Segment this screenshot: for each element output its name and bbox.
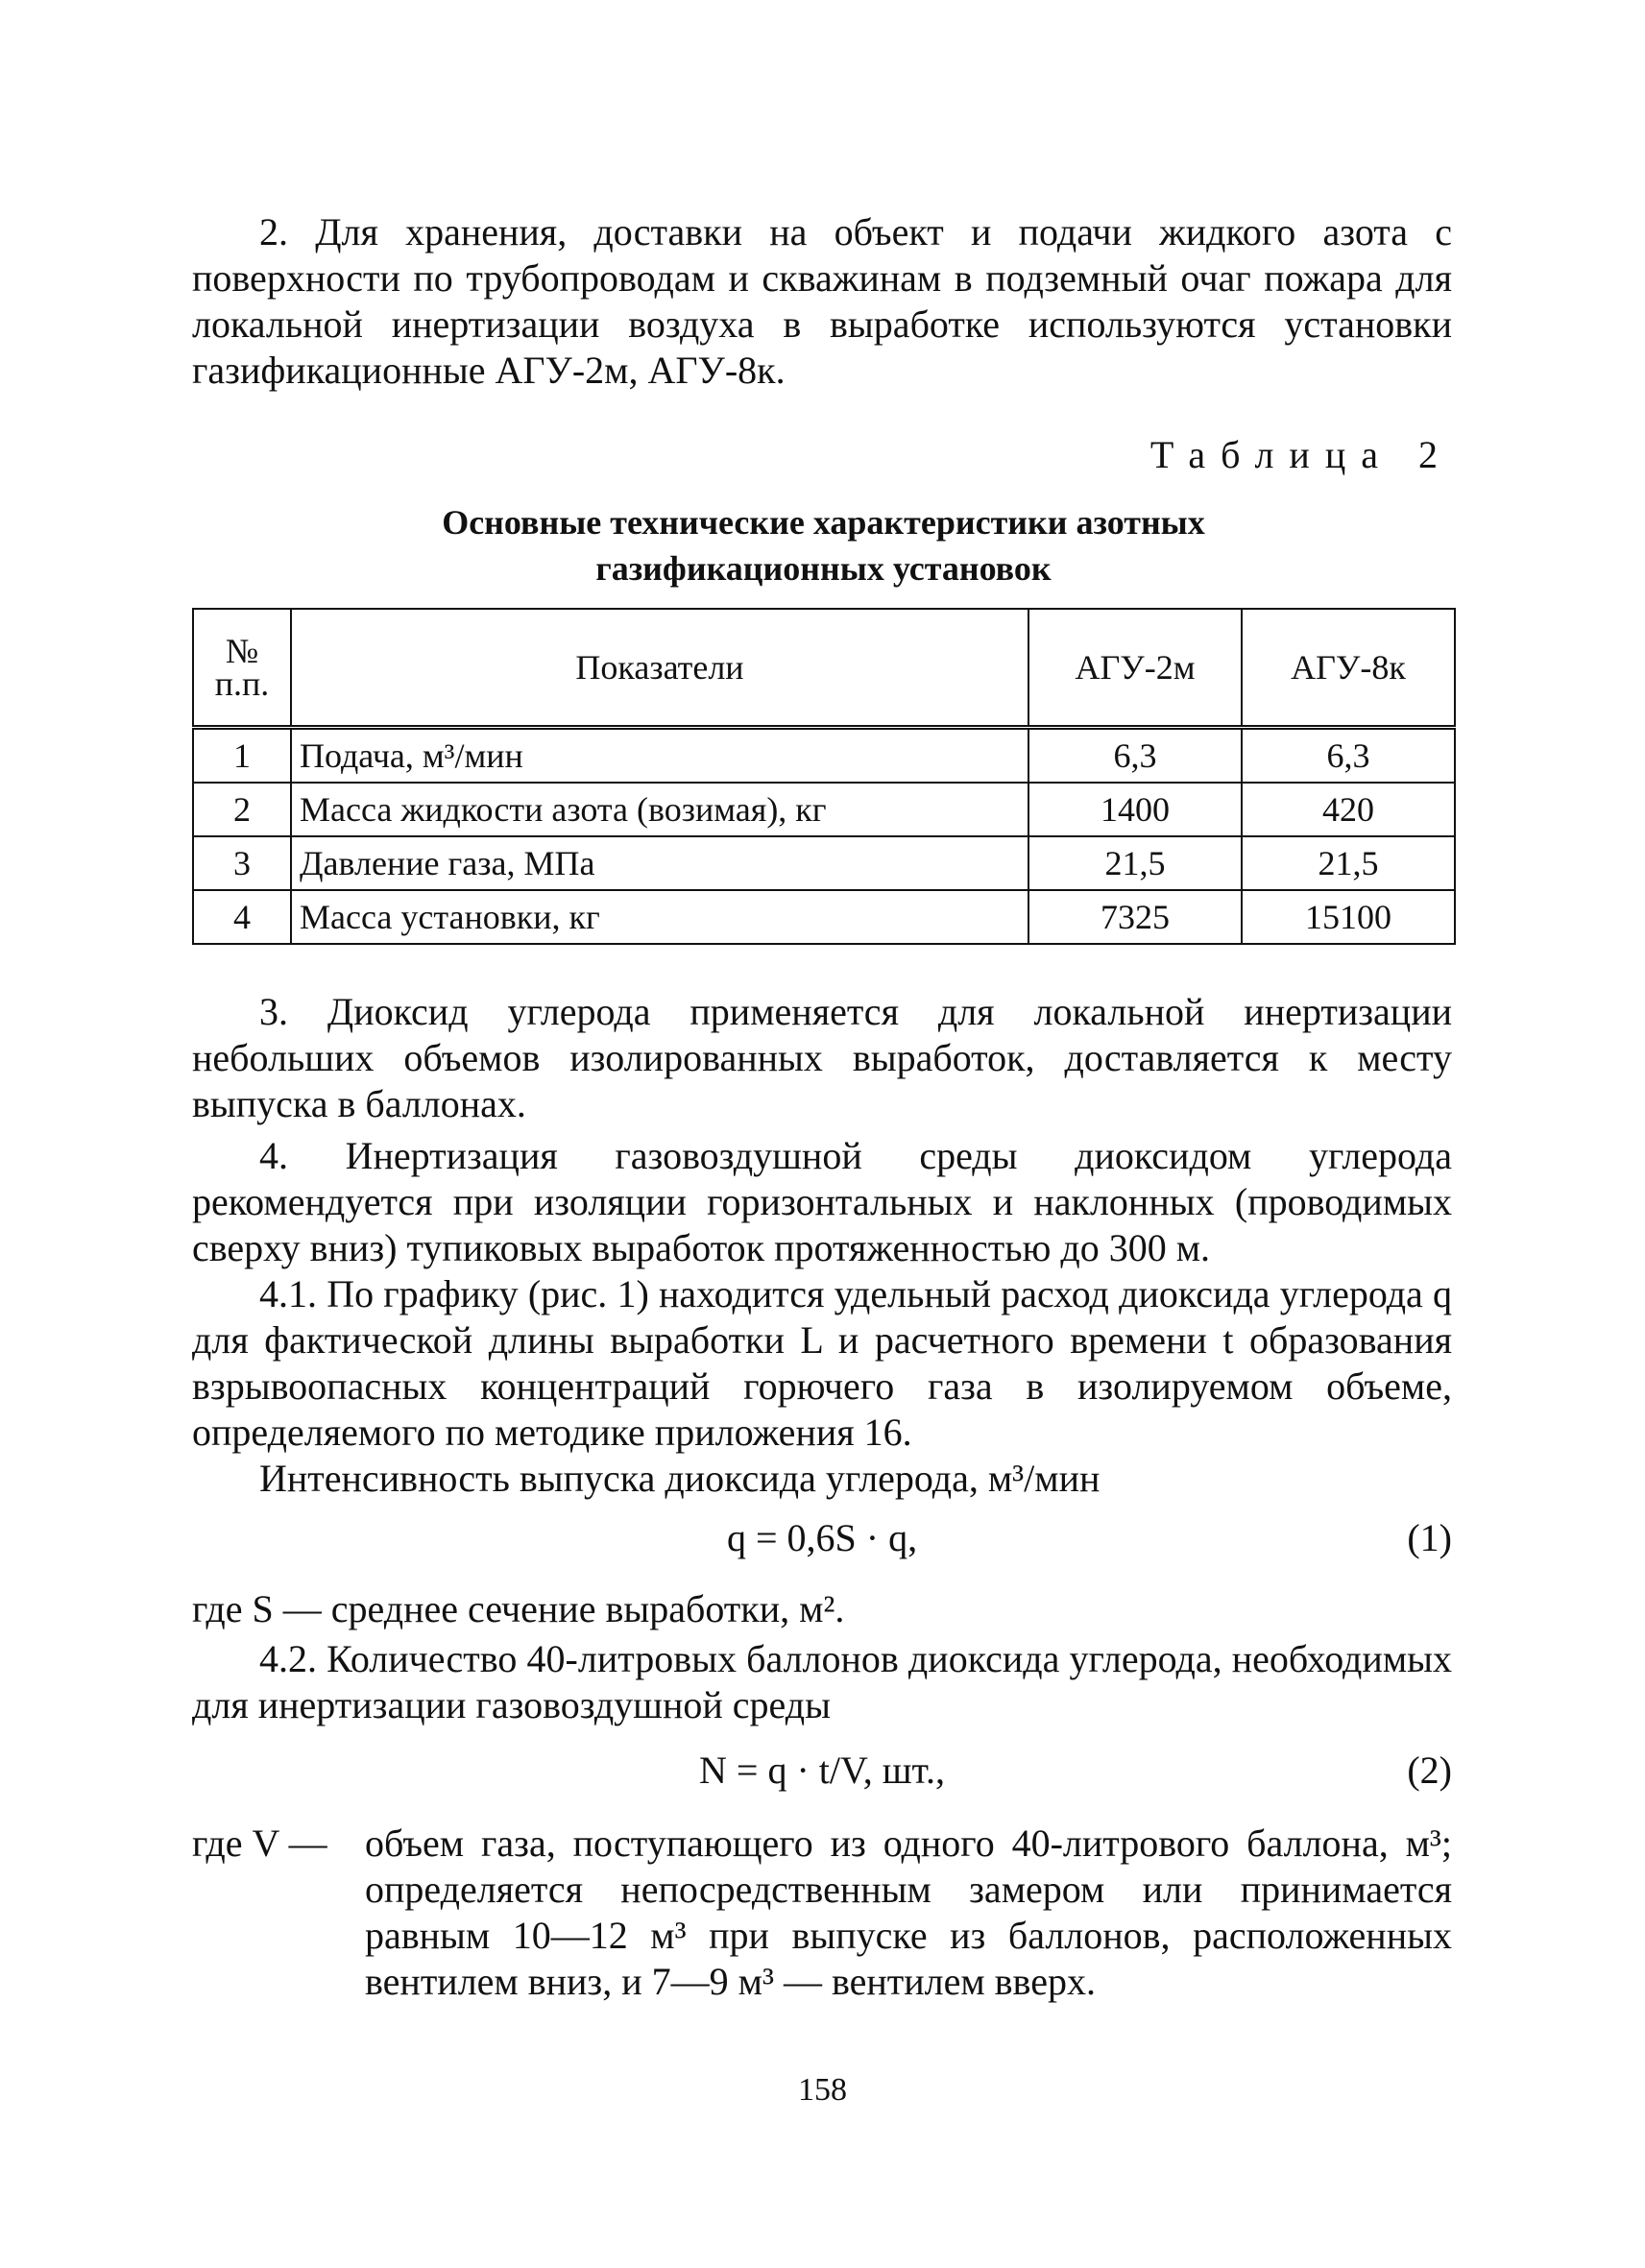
where-v-label: где V —	[192, 1822, 327, 1865]
row-value-agu-2m: 21,5	[1028, 836, 1242, 890]
formula-2-expression: N = q · t/V, шт.,	[699, 1749, 945, 1792]
header-indicator: Показатели	[291, 609, 1028, 728]
table-row	[193, 890, 1455, 944]
row-num: 1	[193, 728, 291, 784]
formula-2	[192, 1746, 1452, 1796]
table-header-row	[193, 609, 1455, 728]
page-number: 158	[798, 2072, 847, 2108]
row-value-agu-8k: 15100	[1242, 890, 1455, 944]
row-num: 4	[193, 890, 291, 944]
paragraph-4-1: 4.1. По графику (рис. 1) находится удельный расход диоксида углерода q для фактической длины выработки L и расчетного времени t образования взрывоопасных концентраций горючего газа в изолируемом объеме, определяемого по методике приложения 16.	[192, 1272, 1452, 1454]
paragraph-2: 2. Для хранения, доставки на объект и подачи жидкого азота с поверхности по трубопроводам и скважинам в подземный очаг пожара для локальной инертизации воздуха в выработке используются установки газификационные АГУ-2м, АГУ-8к.	[192, 210, 1452, 392]
paragraph-3: 3. Диоксид углерода применяется для локальной инертизации небольших объемов изолированных выработок, доставляется к месту выпуска в баллонах.	[192, 990, 1452, 1125]
table-title-line-2: газификационных установок	[595, 549, 1052, 588]
table-label: Таблица 2	[1149, 433, 1453, 476]
paragraph-4: 4. Инертизация газовоздушной среды диоксидом углерода рекомендуется при изоляции горизонтальных и наклонных (проводимых сверху вниз) тупиковых выработок протяженностью до 300 м.	[192, 1134, 1452, 1269]
table-row	[193, 728, 1455, 784]
table-row	[193, 836, 1455, 890]
formula-1-number: (1)	[1407, 1516, 1452, 1559]
table-title-line-1: Основные технические характеристики азотных	[442, 503, 1205, 542]
header-num: № п.п.	[193, 609, 291, 728]
paragraph-4-2: 4.2. Количество 40-литровых баллонов диоксида углерода, необходимых для инертизации газовоздушной среды	[192, 1637, 1452, 1726]
row-indicator: Подача, м³/мин	[291, 728, 1028, 784]
row-value-agu-8k: 420	[1242, 783, 1455, 836]
row-value-agu-8k: 6,3	[1242, 728, 1455, 784]
row-indicator: Масса установки, кг	[291, 890, 1028, 944]
header-agu-2m: АГУ-2м	[1028, 609, 1242, 728]
row-num: 3	[193, 836, 291, 890]
header-agu-8k: АГУ-8к	[1242, 609, 1455, 728]
row-num: 2	[193, 783, 291, 836]
row-value-agu-2m: 7325	[1028, 890, 1242, 944]
intensity-line: Интенсивность выпуска диоксида углерода, м³/мин	[259, 1457, 1101, 1500]
table-title	[288, 499, 1359, 591]
where-v-definition	[192, 1821, 1452, 2013]
row-value-agu-8k: 21,5	[1242, 836, 1455, 890]
where-s-line: где S — среднее сечение выработки, м².	[192, 1587, 845, 1630]
formula-2-number: (2)	[1407, 1749, 1452, 1792]
characteristics-table	[192, 608, 1456, 945]
formula-1	[192, 1513, 1452, 1563]
table-row	[193, 783, 1455, 836]
row-value-agu-2m: 6,3	[1028, 728, 1242, 784]
formula-1-expression: q = 0,6S · q,	[726, 1516, 918, 1559]
where-v-text: объем газа, поступающего из одного 40-литрового баллона, м³; определяется непосредственным замером или принимается равным 10—12 м³ при выпуске из баллонов, расположенных вентилем вниз, и 7—9 м³ — вентилем вверх.	[365, 1822, 1452, 2003]
row-value-agu-2m: 1400	[1028, 783, 1242, 836]
row-indicator: Давление газа, МПа	[291, 836, 1028, 890]
row-indicator: Масса жидкости азота (возимая), кг	[291, 783, 1028, 836]
